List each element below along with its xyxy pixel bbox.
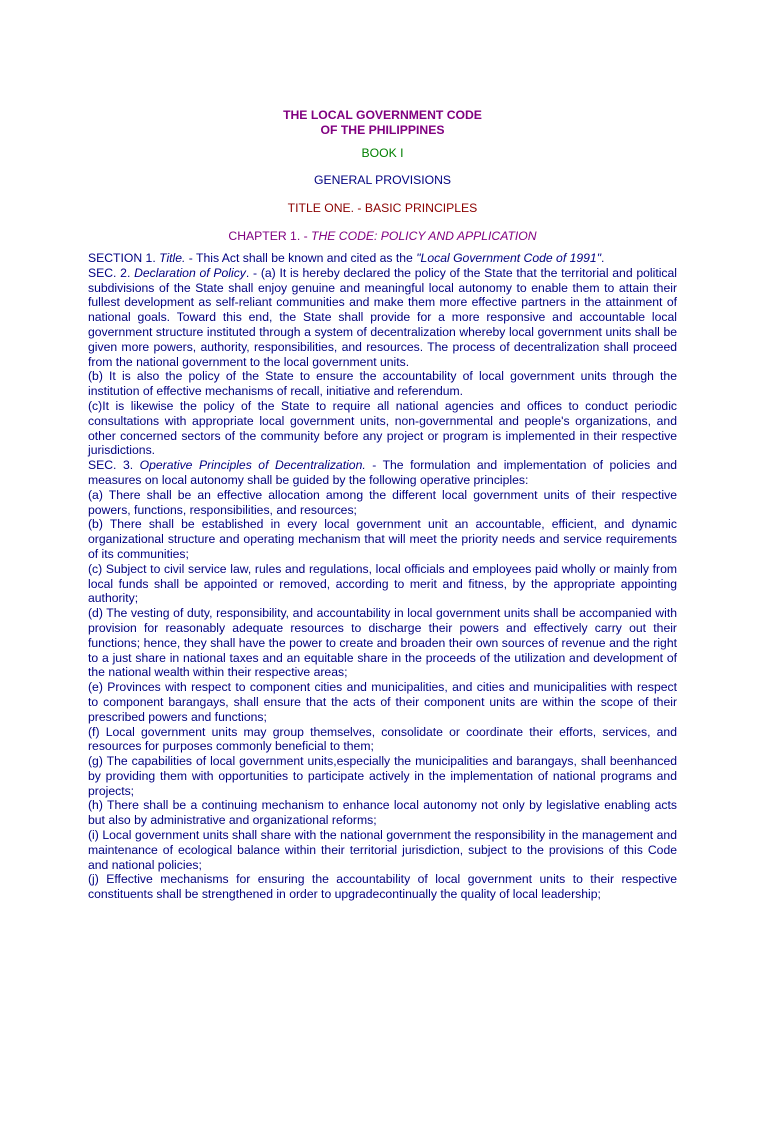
- section-3: [88, 458, 677, 488]
- section-1-end: .: [601, 251, 605, 265]
- title-one-heading: TITLE ONE. - BASIC PRINCIPLES: [287, 201, 478, 215]
- section-3-item-b: (b) There shall be established in every local government unit an accountable, efficient, and dynamic organizational structure and operating mechanism that will meet the priority needs and service requirements of its communities;: [88, 517, 677, 561]
- section-3-item-c: (c) Subject to civil service law, rules and regulations, local officials and employees paid wholly or mainly from local funds shall be appointed or removed, according to merit and fitness, by the appropriate appointing authority;: [88, 561, 677, 606]
- title-line-2: OF THE PHILIPPINES: [320, 123, 445, 137]
- section-2-paragraph-b: (b) It is also the policy of the State to ensure the accountability of local government units through the institution of effective mechanisms of recall, initiative and referendum.: [88, 369, 677, 399]
- chapter-prefix: CHAPTER 1. -: [228, 229, 312, 243]
- section-3-item-e: (e) Provinces with respect to component cities and municipalities, and cities and municipalities with respect to component barangays, shall ensure that the acts of their component units are within the scope of their prescribed powers and functions;: [88, 680, 677, 724]
- general-provisions-heading: GENERAL PROVISIONS: [313, 173, 452, 187]
- section-3-label: SEC. 3.: [88, 458, 140, 473]
- book-heading: BOOK I: [361, 146, 404, 160]
- section-2: [88, 266, 677, 370]
- chapter-name: THE CODE: POLICY AND APPLICATION: [311, 229, 537, 243]
- section-2-paragraph-c: (c)It is likewise the policy of the State to require all national agencies and offices to conduct periodic consultations with appropriate local government units, non-governmental and people's organizations, and other concerned sectors of the community before any project or program is implemented in their respective jurisdictions.: [88, 398, 677, 458]
- section-1: [88, 251, 677, 266]
- section-2-label: SEC. 2.: [88, 265, 135, 280]
- section-1-text: - This Act shall be known and cited as the: [185, 251, 417, 265]
- section-3-item-d: (d) The vesting of duty, responsibility, and accountability in local government units shall be accompanied with provision for reasonably adequate resources to discharge their powers and effectively carry out their functions; hence, they shall have the power to create and broaden their own sources of revenue and the right to a just share in national taxes and an equitable share in the proceeds of the utilization and development of the national wealth within their respective areas;: [88, 606, 677, 680]
- title-line-1: THE LOCAL GOVERNMENT CODE: [283, 108, 482, 122]
- section-1-heading: Title.: [159, 251, 186, 265]
- chapter-heading: [88, 229, 677, 244]
- section-3-heading: Operative Principles of Decentralization.: [139, 458, 366, 473]
- section-3-item-i: (i) Local government units shall share with the national government the responsibility in the management and maintenance of ecological balance within their territorial jurisdiction, subject to the provisions of this Code and national policies;: [88, 828, 677, 872]
- section-3-item-f: (f) Local government units may group themselves, consolidate or coordinate their efforts, services, and resources for purposes commonly beneficial to them;: [88, 724, 677, 754]
- document-body: [88, 251, 677, 902]
- document-page: [0, 108, 768, 1132]
- document-title: [88, 108, 677, 138]
- section-3-item-h: (h) There shall be a continuing mechanism to enhance local autonomy not only by legislative enabling acts but also by administrative and organizational reforms;: [88, 798, 677, 828]
- section-2-text: . - (a) It is hereby declared the policy of the State that the territorial and political subdivisions of the State shall enjoy genuine and meaningful local autonomy to enable them to attain their fullest development as self-reliant communities and make them more effective partners in the attainment of national goals. Toward this end, the State shall provide for a more responsive and accountable local government structure instituted through a system of decentralization whereby local government units shall be given more powers, authority, responsibilities, and resources. The process of decentralization shall proceed from the national government to the local government units.: [88, 265, 677, 369]
- section-1-quote: "Local Government Code of 1991": [416, 251, 602, 265]
- section-3-item-a: (a) There shall be an effective allocation among the different local government units of their respective powers, functions, responsibilities, and resources;: [88, 487, 677, 517]
- section-3-item-g: (g) The capabilities of local government units,especially the municipalities and barangays, shall beenhanced by providing them with opportunities to participate actively in the implementation of national programs and projects;: [88, 754, 677, 798]
- section-1-label: SECTION 1.: [88, 251, 160, 265]
- section-3-text: - The formulation and implementation of policies and measures on local autonomy shall be guided by the following operative principles:: [88, 458, 678, 487]
- section-3-item-j: (j) Effective mechanisms for ensuring the accountability of local government units to their respective constituents shall be strengthened in order to upgradecontinually the quality of local leadership;: [88, 872, 677, 902]
- section-2-heading: Declaration of Policy: [134, 265, 246, 280]
